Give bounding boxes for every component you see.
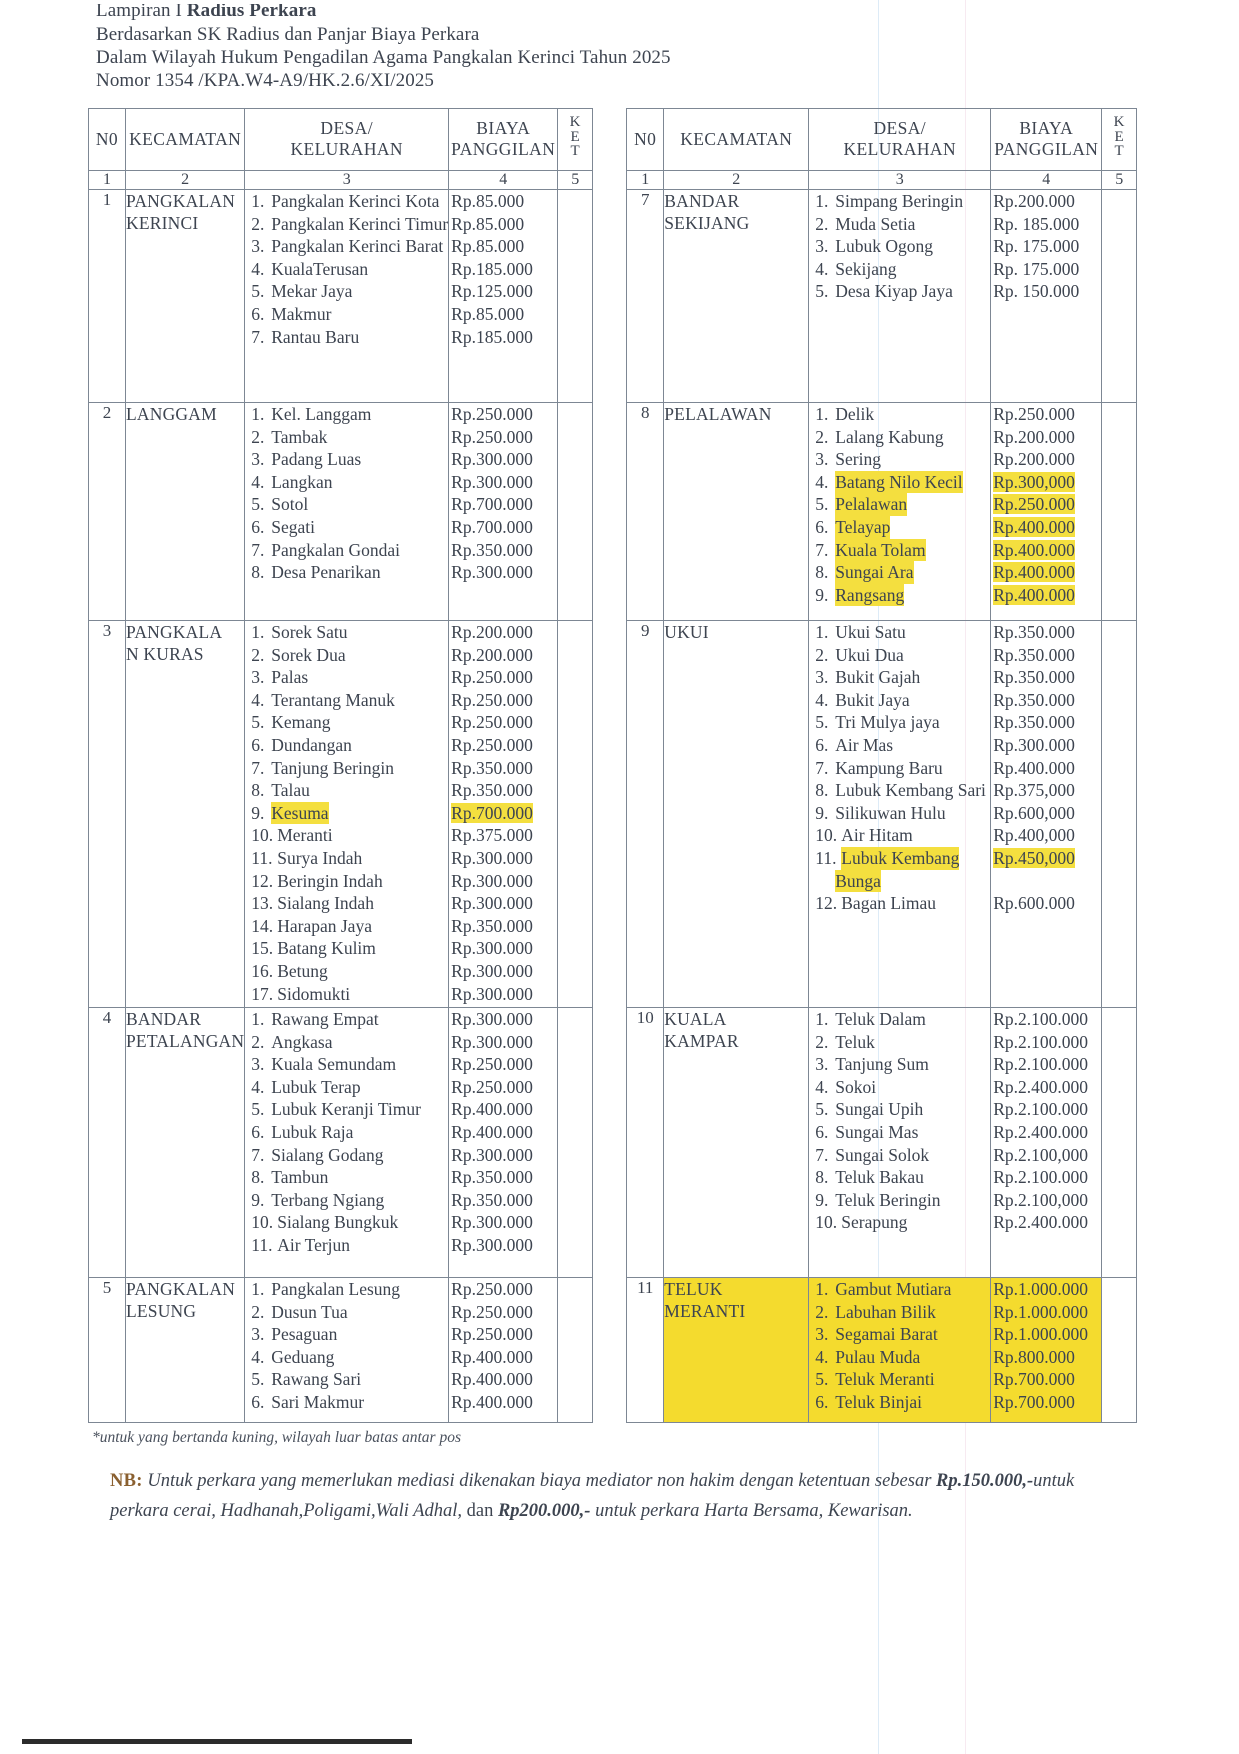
th-biaya-panggilan: BIAYA PANGGILAN xyxy=(991,109,1102,171)
desa-item: 1. Kel. Langgam xyxy=(251,404,372,424)
biaya-item: Rp.250.000 xyxy=(451,1054,533,1075)
desa-item: 10. Sialang Bungkuk xyxy=(251,1212,399,1233)
desa-item: 2. Pangkalan Kerinci Timur xyxy=(251,213,449,234)
biaya-item: Rp.300.000 xyxy=(451,870,533,891)
desa-item: 7. Kuala Tolam xyxy=(815,539,926,560)
tables-container xyxy=(88,108,1137,1423)
desa-item: 5. Mekar Jaya xyxy=(251,281,353,302)
biaya-item: Rp.300.000 xyxy=(451,893,533,914)
desa-item: 13. Sialang Indah xyxy=(251,893,374,914)
biaya-item: Rp.300.000 xyxy=(451,938,533,959)
biaya-item: Rp.2.100.000 xyxy=(993,1009,1089,1029)
desa-item: 1. Pangkalan Kerinci Kota xyxy=(251,191,440,211)
biaya-item: Rp.300.000 xyxy=(993,734,1075,755)
table-row xyxy=(89,1008,593,1278)
cell-no: 11 xyxy=(627,1278,664,1423)
desa-item: 5. Rawang Sari xyxy=(251,1369,362,1390)
cell-biaya-list xyxy=(991,1278,1102,1423)
th-no: N0 xyxy=(89,109,126,171)
desa-item: 9. Silikuwan Hulu xyxy=(815,802,946,823)
table-header-row xyxy=(627,109,1137,171)
table-column-number-row xyxy=(627,171,1137,190)
desa-item: 4. Geduang xyxy=(251,1346,335,1367)
desa-item: 4. Lubuk Terap xyxy=(251,1076,361,1097)
desa-item: 1. Delik xyxy=(815,404,875,424)
biaya-item: Rp.800.000 xyxy=(993,1346,1075,1367)
table-row xyxy=(627,1278,1137,1423)
cell-kecamatan: BANDAR PETALANGAN xyxy=(126,1008,245,1278)
th-biaya-panggilan: BIAYA PANGGILAN xyxy=(449,109,558,171)
biaya-item: Rp.200.000 xyxy=(993,426,1075,447)
cell-kecamatan: PANGKALAN KERINCI xyxy=(126,190,245,403)
cell-no: 2 xyxy=(89,403,126,621)
biaya-item: Rp.400.000 xyxy=(993,516,1075,537)
header-line-3: Dalam Wilayah Hukum Pengadilan Agama Pangkalan Kerinci Tahun 2025 xyxy=(96,47,671,68)
nb-text-1: Untuk perkara yang memerlukan mediasi dikenakan biaya mediator non hakim dengan ketentuan sebesar xyxy=(147,1471,937,1491)
desa-item: 1. Simpang Beringin xyxy=(815,191,964,211)
cell-desa-list xyxy=(809,1008,991,1278)
th-ket: K E T xyxy=(1102,109,1137,171)
desa-item: 7. Sialang Godang xyxy=(251,1144,384,1165)
biaya-item: Rp.400.000 xyxy=(993,539,1075,560)
cell-kecamatan: UKUI xyxy=(664,621,809,1008)
desa-item: 6. Makmur xyxy=(251,303,332,324)
cell-kecamatan: PANGKALAN LESUNG xyxy=(126,1278,245,1423)
cell-ket xyxy=(1102,403,1137,621)
biaya-item: Rp.450,000 xyxy=(993,847,1075,868)
cell-desa-list xyxy=(245,403,449,621)
th-no: N0 xyxy=(627,109,664,171)
desa-item: 14. Harapan Jaya xyxy=(251,915,372,936)
desa-item: 12. Bagan Limau xyxy=(815,893,937,914)
biaya-item: Rp. 175.000 xyxy=(993,258,1080,279)
table-column-number-row xyxy=(89,171,593,190)
cell-kecamatan: PELALAWAN xyxy=(664,403,809,621)
cell-ket xyxy=(1102,1278,1137,1423)
desa-item: 3. Tanjung Sum xyxy=(815,1054,929,1075)
desa-item: 7. Sungai Solok xyxy=(815,1144,930,1165)
desa-item: 6. Lubuk Raja xyxy=(251,1121,354,1142)
desa-item: 2. Lalang Kabung xyxy=(815,426,944,447)
colnum-3: 3 xyxy=(245,171,449,190)
desa-item: 6. Teluk Binjai xyxy=(815,1391,922,1412)
biaya-item: Rp.400.000 xyxy=(451,1099,533,1120)
biaya-item: Rp.300.000 xyxy=(451,1009,533,1029)
header-line-2: Berdasarkan SK Radius dan Panjar Biaya Perkara xyxy=(96,24,480,45)
desa-item: 2. Sorek Dua xyxy=(251,644,346,665)
biaya-item: Rp.350.000 xyxy=(993,644,1075,665)
biaya-item: Rp.85.000 xyxy=(451,191,525,211)
desa-item: 16. Betung xyxy=(251,960,328,981)
th-kecamatan: KECAMATAN xyxy=(126,109,245,171)
cell-biaya-list xyxy=(449,190,558,403)
cell-no: 9 xyxy=(627,621,664,1008)
cell-biaya-list xyxy=(449,621,558,1008)
biaya-item: Rp.400.000 xyxy=(993,562,1075,583)
desa-item: 3. Palas xyxy=(251,667,309,688)
desa-item: 4. KualaTerusan xyxy=(251,258,369,279)
biaya-item: Rp.350.000 xyxy=(993,622,1075,642)
desa-item: 7. Kampung Baru xyxy=(815,757,943,778)
cell-biaya-list xyxy=(991,1008,1102,1278)
table-row xyxy=(627,621,1137,1008)
table-body-right xyxy=(627,190,1137,1423)
desa-item: 3. Bukit Gajah xyxy=(815,667,921,688)
desa-item: 4. Sokoi xyxy=(815,1076,877,1097)
biaya-item: Rp.250.000 xyxy=(993,494,1075,515)
nb-label: NB: xyxy=(110,1471,143,1491)
desa-item: 6. Sungai Mas xyxy=(815,1121,919,1142)
biaya-item: Rp. 150.000 xyxy=(993,281,1080,302)
desa-item: 6. Sari Makmur xyxy=(251,1391,365,1412)
biaya-item: Rp.300.000 xyxy=(451,471,533,492)
biaya-item: Rp.700.000 xyxy=(993,1369,1075,1390)
biaya-item: Rp.1.000.000 xyxy=(993,1279,1089,1299)
desa-item: 1. Gambut Mutiara xyxy=(815,1279,952,1299)
biaya-item: Rp.300.000 xyxy=(451,1144,533,1165)
desa-item: 2. Ukui Dua xyxy=(815,644,904,665)
desa-item: 5. Sungai Upih xyxy=(815,1099,924,1120)
biaya-item: Rp.250.000 xyxy=(451,1076,533,1097)
cell-kecamatan: PANGKALA N KURAS xyxy=(126,621,245,1008)
biaya-item: Rp. 185.000 xyxy=(993,213,1080,234)
th-ket: K E T xyxy=(558,109,593,171)
biaya-item: Rp.350.000 xyxy=(451,1189,533,1210)
desa-item: 5. Tri Mulya jaya xyxy=(815,712,940,733)
desa-item: 5. Lubuk Keranji Timur xyxy=(251,1099,421,1120)
cell-desa-list xyxy=(809,190,991,403)
desa-item: 8. Sungai Ara xyxy=(815,562,914,583)
cell-ket xyxy=(558,190,593,403)
biaya-item: Rp.400.000 xyxy=(993,757,1075,778)
biaya-item: Rp.85.000 xyxy=(451,303,525,324)
table-body-left xyxy=(89,190,593,1423)
cell-ket xyxy=(558,1008,593,1278)
cell-desa-list xyxy=(809,403,991,621)
cell-desa-list xyxy=(809,1278,991,1423)
desa-item: 8. Tambun xyxy=(251,1167,329,1188)
table-row xyxy=(89,1278,593,1423)
biaya-item: Rp.85.000 xyxy=(451,213,525,234)
cell-ket xyxy=(1102,190,1137,403)
biaya-item: Rp.700.000 xyxy=(993,1391,1075,1412)
biaya-item: Rp.400.000 xyxy=(451,1369,533,1390)
desa-item: 6. Dundangan xyxy=(251,734,352,755)
biaya-item: Rp.400.000 xyxy=(451,1346,533,1367)
biaya-item: Rp.250.000 xyxy=(451,1324,533,1345)
biaya-item: Rp.400.000 xyxy=(451,1121,533,1142)
page-bottom-bar xyxy=(22,1739,412,1744)
biaya-item: Rp.300.000 xyxy=(451,1234,533,1255)
biaya-item: Rp.350.000 xyxy=(993,689,1075,710)
desa-item: 3. Lubuk Ogong xyxy=(815,236,933,257)
desa-item: 9. Terbang Ngiang xyxy=(251,1189,385,1210)
desa-item: 4. Sekijang xyxy=(815,258,897,279)
biaya-item: Rp.400.000 xyxy=(451,1391,533,1412)
biaya-item: Rp.85.000 xyxy=(451,236,525,257)
biaya-item: Rp.200.000 xyxy=(451,644,533,665)
table-row xyxy=(627,403,1137,621)
desa-item: 3. Sering xyxy=(815,449,881,470)
desa-item: 2. Muda Setia xyxy=(815,213,916,234)
biaya-item: Rp.250.000 xyxy=(451,689,533,710)
biaya-item: Rp.700.000 xyxy=(451,494,533,515)
biaya-item: Rp.1.000.000 xyxy=(993,1324,1089,1345)
biaya-item: Rp.2.400.000 xyxy=(993,1212,1089,1233)
cell-biaya-list xyxy=(449,1278,558,1423)
desa-item: 3. Kuala Semundam xyxy=(251,1054,397,1075)
biaya-item: Rp.375,000 xyxy=(993,780,1075,801)
nb-text-3: dan xyxy=(466,1501,498,1521)
radius-table-left xyxy=(88,108,593,1423)
biaya-item: Rp.2.100.000 xyxy=(993,1099,1089,1120)
desa-item: 1. Teluk Dalam xyxy=(815,1009,926,1029)
biaya-item: Rp.375.000 xyxy=(451,825,533,846)
desa-item: 5. Kemang xyxy=(251,712,331,733)
desa-item: 8. Teluk Bakau xyxy=(815,1167,924,1188)
biaya-item: Rp.300.000 xyxy=(451,960,533,981)
desa-item: 2. Labuhan Bilik xyxy=(815,1301,936,1322)
colnum-1: 1 xyxy=(627,171,664,190)
desa-item: 2. Teluk xyxy=(815,1031,875,1052)
desa-item: 7. Rantau Baru xyxy=(251,326,360,347)
colnum-3: 3 xyxy=(809,171,991,190)
desa-item: 3. Padang Luas xyxy=(251,449,362,470)
desa-item: 4. Bukit Jaya xyxy=(815,689,910,710)
biaya-item: Rp.185.000 xyxy=(451,258,533,279)
cell-no: 4 xyxy=(89,1008,126,1278)
cell-kecamatan: LANGGAM xyxy=(126,403,245,621)
cell-no: 10 xyxy=(627,1008,664,1278)
biaya-item: Rp.350.000 xyxy=(451,780,533,801)
desa-item: 1. Pangkalan Lesung xyxy=(251,1279,401,1299)
cell-desa-list xyxy=(245,621,449,1008)
biaya-item: Rp.2.100,000 xyxy=(993,1144,1089,1165)
desa-item-continuation: Bunga xyxy=(835,870,881,891)
biaya-item: Rp.2.100.000 xyxy=(993,1054,1089,1075)
desa-item: 6. Telayap xyxy=(815,516,891,537)
cell-ket xyxy=(1102,621,1137,1008)
cell-ket xyxy=(558,621,593,1008)
cell-ket xyxy=(1102,1008,1137,1278)
biaya-item: Rp.2.400.000 xyxy=(993,1076,1089,1097)
desa-item: 8. Desa Penarikan xyxy=(251,562,381,583)
desa-item: 12. Beringin Indah xyxy=(251,870,383,891)
nb-amount-2: Rp200.000,- xyxy=(497,1501,591,1521)
cell-desa-list xyxy=(245,1008,449,1278)
biaya-item: Rp.250.000 xyxy=(451,667,533,688)
desa-item: 3. Pangkalan Kerinci Barat xyxy=(251,236,444,257)
desa-item: 5. Desa Kiyap Jaya xyxy=(815,281,953,302)
header-line-4: Nomor 1354 /KPA.W4-A9/HK.2.6/XI/2025 xyxy=(96,70,435,91)
biaya-item: Rp.350.000 xyxy=(451,539,533,560)
nb-text-4: untuk perkara Harta Bersama, Kewarisan. xyxy=(590,1501,913,1521)
biaya-item: Rp.700.000 xyxy=(451,516,533,537)
nb-text-2: untuk perkara cerai, Hadhanah,Poligami,Wali Adhal, xyxy=(110,1471,1075,1521)
radius-table-right xyxy=(626,108,1137,1423)
cell-biaya-list xyxy=(991,403,1102,621)
desa-item: 3. Segamai Barat xyxy=(815,1324,938,1345)
desa-item: 10. Air Hitam xyxy=(815,825,913,846)
biaya-item: Rp.2.100.000 xyxy=(993,1167,1089,1188)
biaya-item: Rp.185.000 xyxy=(451,326,533,347)
cell-kecamatan: KUALA KAMPAR xyxy=(664,1008,809,1278)
table-row xyxy=(89,403,593,621)
desa-item: 1. Sorek Satu xyxy=(251,622,348,642)
biaya-item: Rp.2.100,000 xyxy=(993,1189,1089,1210)
biaya-item: Rp.300.000 xyxy=(451,1031,533,1052)
biaya-item: Rp.350.000 xyxy=(451,757,533,778)
cell-ket xyxy=(558,403,593,621)
cell-ket xyxy=(558,1278,593,1423)
desa-item: 7. Pangkalan Gondai xyxy=(251,539,401,560)
desa-item: 7. Tanjung Beringin xyxy=(251,757,394,778)
table-header-row xyxy=(89,109,593,171)
cell-desa-list xyxy=(245,1278,449,1423)
table-row xyxy=(89,621,593,1008)
biaya-item: Rp.400.000 xyxy=(993,584,1075,605)
biaya-item: Rp.250.000 xyxy=(451,734,533,755)
colnum-2: 2 xyxy=(126,171,245,190)
biaya-item: Rp.300,000 xyxy=(993,471,1075,492)
desa-item: 8. Lubuk Kembang Sari xyxy=(815,780,986,801)
header-title-bold: Radius Perkara xyxy=(186,4,317,21)
desa-item: 15. Batang Kulim xyxy=(251,938,376,959)
nb-note xyxy=(110,1466,1130,1526)
cell-desa-list xyxy=(809,621,991,1008)
cell-biaya-list xyxy=(991,621,1102,1008)
desa-item: 5. Pelalawan xyxy=(815,494,908,515)
biaya-item: Rp.250.000 xyxy=(451,1301,533,1322)
desa-item: 10. Serapung xyxy=(815,1212,908,1233)
document-header xyxy=(96,4,916,92)
colnum-4: 4 xyxy=(449,171,558,190)
cell-biaya-list xyxy=(991,190,1102,403)
colnum-1: 1 xyxy=(89,171,126,190)
desa-item: 11. Lubuk Kembang xyxy=(815,847,960,868)
header-line-1-clipped xyxy=(96,4,916,23)
biaya-item: Rp.250.000 xyxy=(993,404,1075,424)
desa-item: 6. Segati xyxy=(251,516,315,537)
biaya-item: Rp.125.000 xyxy=(451,281,533,302)
highlight-footnote: *untuk yang bertanda kuning, wilayah luar batas antar pos xyxy=(92,1429,461,1446)
desa-item: 5. Sotol xyxy=(251,494,309,515)
desa-item: 10. Meranti xyxy=(251,825,333,846)
desa-item: 5. Teluk Meranti xyxy=(815,1369,935,1390)
cell-biaya-list xyxy=(449,1008,558,1278)
cell-kecamatan: TELUK MERANTI xyxy=(664,1278,809,1423)
desa-item: 2. Tambak xyxy=(251,426,328,447)
desa-item: 8. Talau xyxy=(251,780,310,801)
desa-item: 4. Batang Nilo Kecil xyxy=(815,471,963,492)
desa-item: 11. Surya Indah xyxy=(251,847,363,868)
desa-item: 2. Angkasa xyxy=(251,1031,333,1052)
biaya-item: Rp.2.400.000 xyxy=(993,1121,1089,1142)
desa-item: 9. Kesuma xyxy=(251,802,329,823)
biaya-item: Rp.250.000 xyxy=(451,404,533,424)
desa-item: 1. Ukui Satu xyxy=(815,622,906,642)
biaya-item: Rp.350.000 xyxy=(451,1167,533,1188)
biaya-item: Rp.300.000 xyxy=(451,847,533,868)
colnum-2: 2 xyxy=(664,171,809,190)
cell-no: 8 xyxy=(627,403,664,621)
desa-item: 11. Air Terjun xyxy=(251,1234,351,1255)
biaya-item: Rp.200.000 xyxy=(993,449,1075,470)
biaya-item-spacer xyxy=(991,870,1101,893)
cell-kecamatan: BANDAR SEKIJANG xyxy=(664,190,809,403)
biaya-item: Rp.200.000 xyxy=(451,622,533,642)
desa-item: 17. Sidomukti xyxy=(251,983,351,1004)
table-row xyxy=(627,1008,1137,1278)
cell-no: 5 xyxy=(89,1278,126,1423)
colnum-5: 5 xyxy=(1102,171,1137,190)
biaya-item: Rp.2.100.000 xyxy=(993,1031,1089,1052)
biaya-item: Rp.300.000 xyxy=(451,449,533,470)
th-kecamatan: KECAMATAN xyxy=(664,109,809,171)
biaya-item: Rp.300.000 xyxy=(451,562,533,583)
nb-amount-1: Rp.150.000,- xyxy=(936,1471,1034,1491)
desa-item: 4. Terantang Manuk xyxy=(251,689,395,710)
biaya-item: Rp.350.000 xyxy=(993,712,1075,733)
biaya-item: Rp.600,000 xyxy=(993,802,1075,823)
header-prefix: Lampiran I xyxy=(96,4,187,21)
table-row xyxy=(89,190,593,403)
cell-no: 7 xyxy=(627,190,664,403)
th-desa-kelurahan: DESA/ KELURAHAN xyxy=(809,109,991,171)
desa-item: 2. Dusun Tua xyxy=(251,1301,348,1322)
biaya-item: Rp.300.000 xyxy=(451,1212,533,1233)
desa-item: 9. Rangsang xyxy=(815,584,905,605)
desa-item: 3. Pesaguan xyxy=(251,1324,338,1345)
th-desa-kelurahan: DESA/ KELURAHAN xyxy=(245,109,449,171)
table-row xyxy=(627,190,1137,403)
colnum-4: 4 xyxy=(991,171,1102,190)
biaya-item: Rp.350.000 xyxy=(993,667,1075,688)
desa-item: 4. Langkan xyxy=(251,471,333,492)
biaya-item: Rp.350.000 xyxy=(451,915,533,936)
colnum-5: 5 xyxy=(558,171,593,190)
biaya-item: Rp.1.000.000 xyxy=(993,1301,1089,1322)
biaya-item: Rp.200.000 xyxy=(993,191,1075,211)
biaya-item: Rp. 175.000 xyxy=(993,236,1080,257)
biaya-item: Rp.600.000 xyxy=(993,893,1075,914)
desa-item: 4. Pulau Muda xyxy=(815,1346,921,1367)
desa-item: 9. Teluk Beringin xyxy=(815,1189,941,1210)
cell-biaya-list xyxy=(449,403,558,621)
cell-no: 1 xyxy=(89,190,126,403)
biaya-item: Rp.300.000 xyxy=(451,983,533,1004)
biaya-item: Rp.700.000 xyxy=(451,802,533,823)
biaya-item: Rp.250.000 xyxy=(451,426,533,447)
cell-desa-list xyxy=(245,190,449,403)
biaya-item: Rp.400,000 xyxy=(993,825,1075,846)
biaya-item: Rp.250.000 xyxy=(451,712,533,733)
desa-item: 1. Rawang Empat xyxy=(251,1009,379,1029)
cell-no: 3 xyxy=(89,621,126,1008)
biaya-item: Rp.250.000 xyxy=(451,1279,533,1299)
desa-item: 6. Air Mas xyxy=(815,734,894,755)
